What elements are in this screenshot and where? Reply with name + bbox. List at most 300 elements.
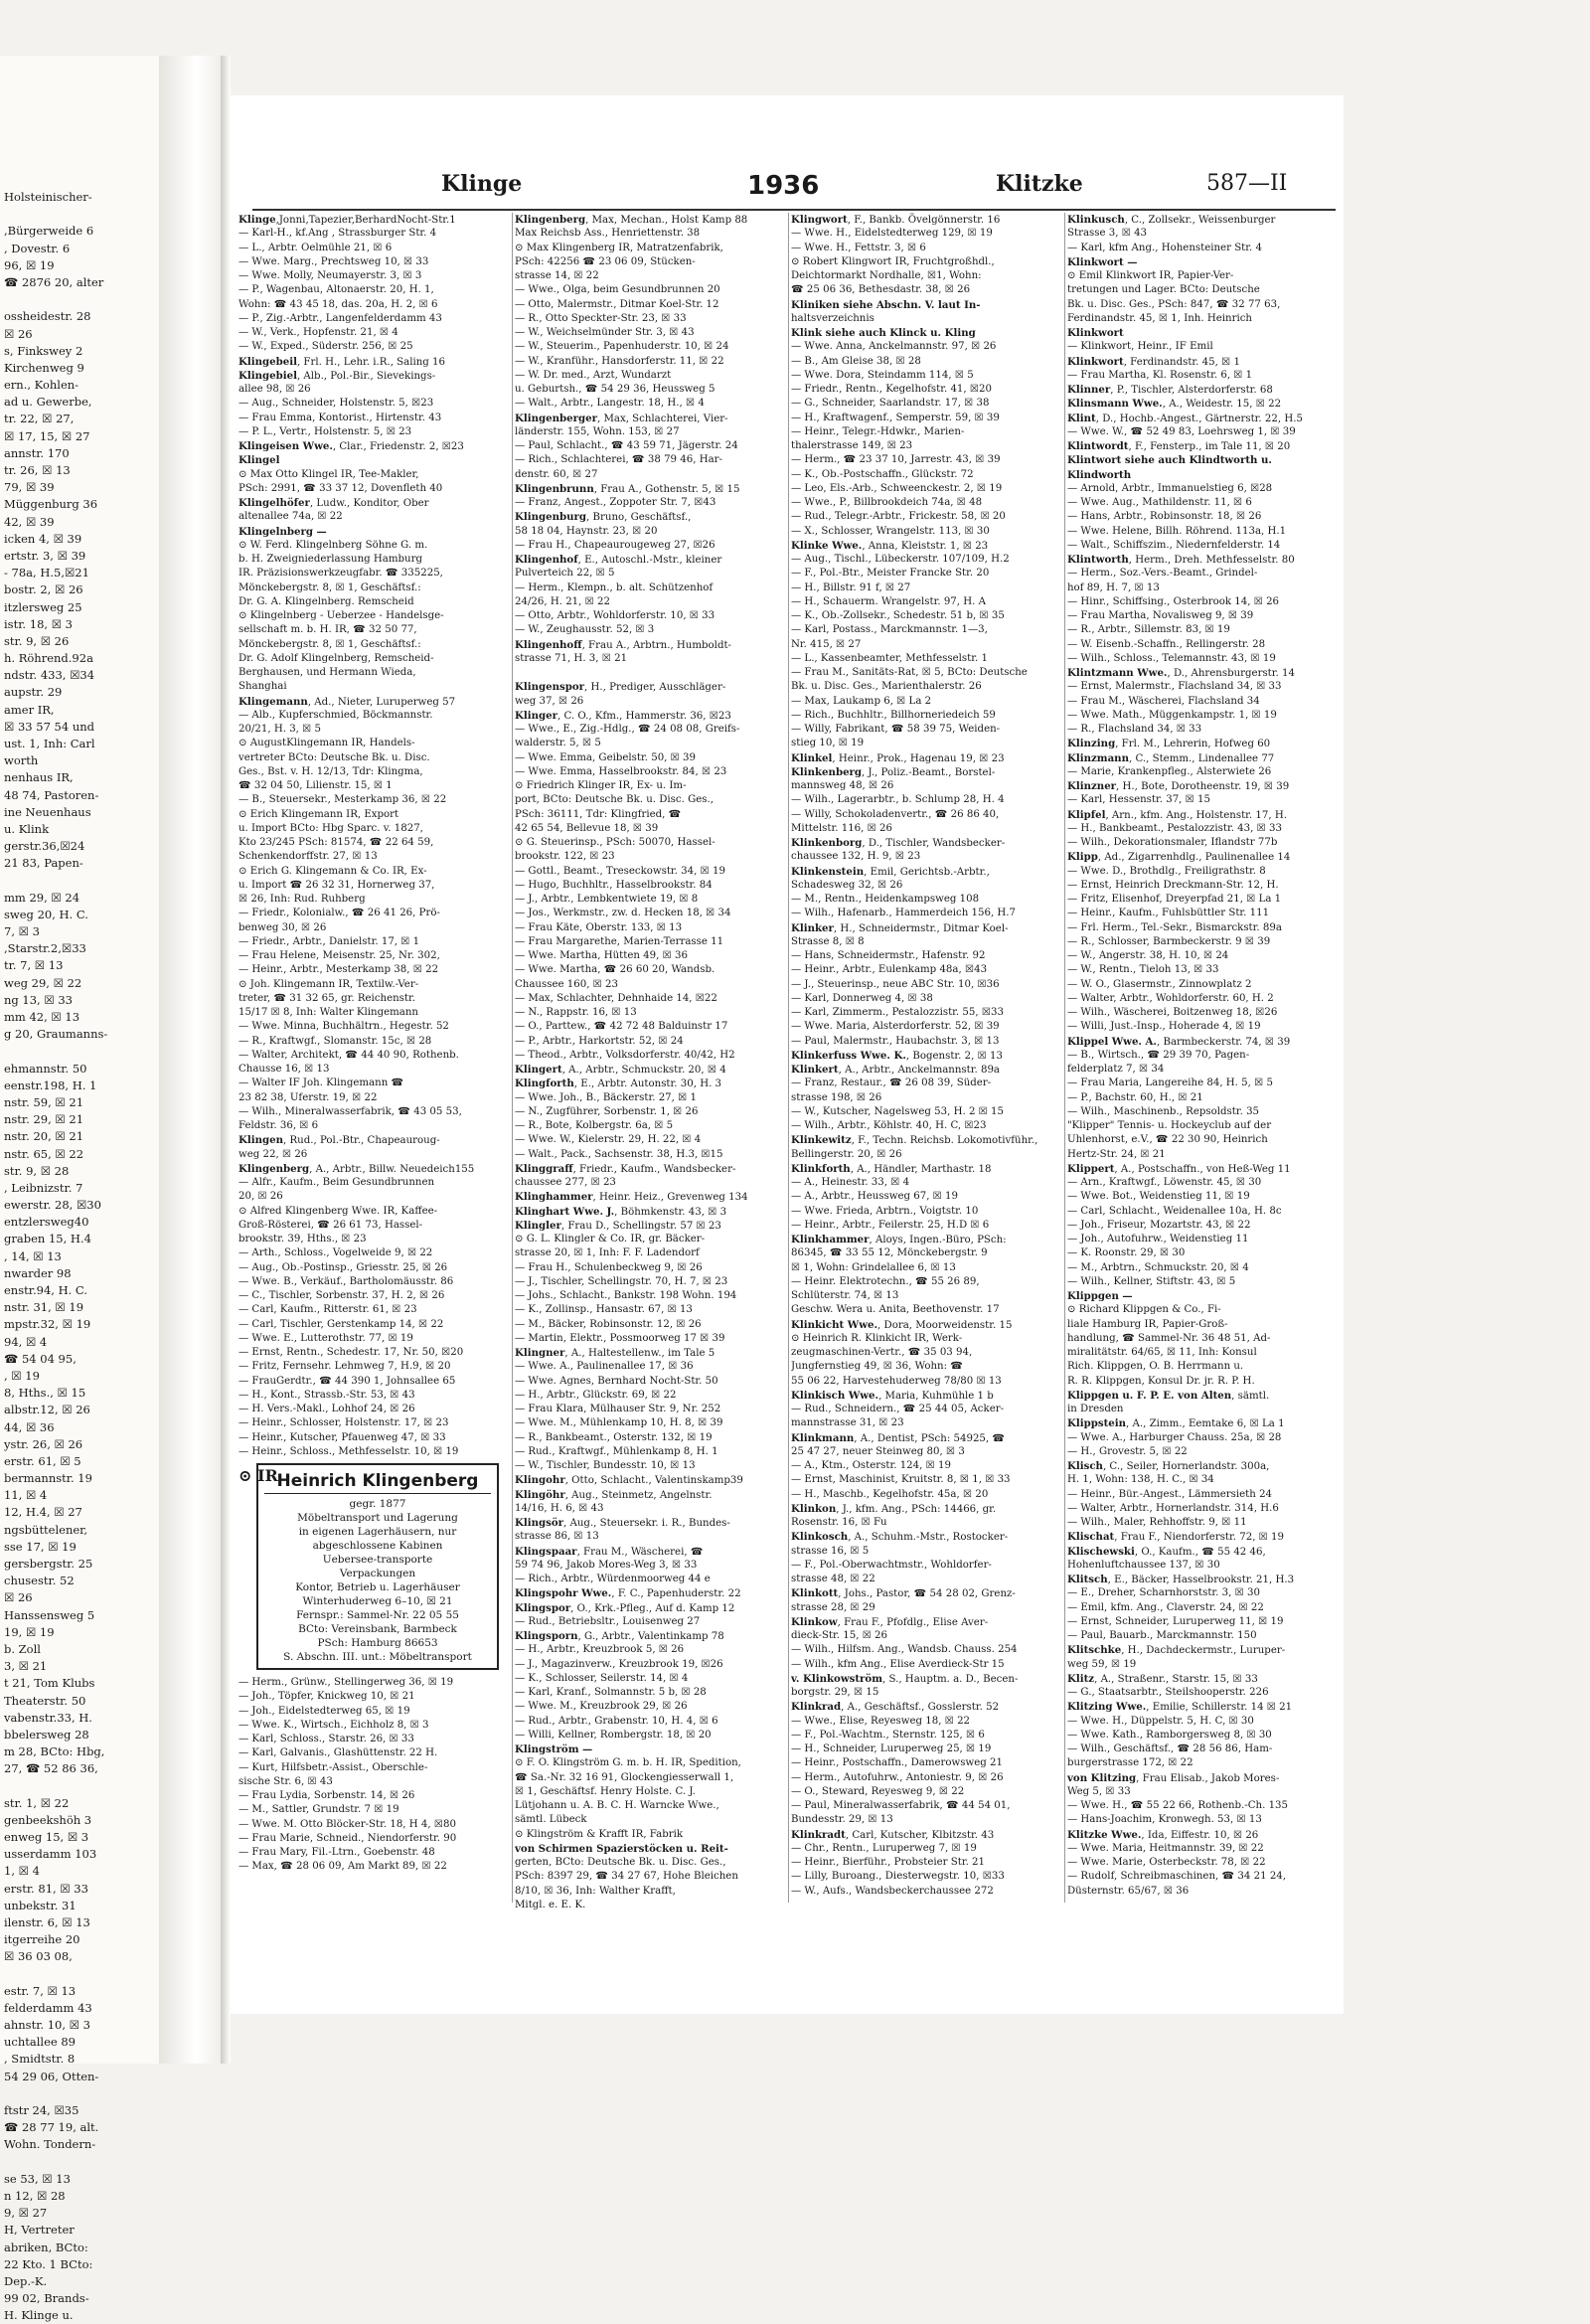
directory-entry-line: Ferdinandstr. 45, ☒ 1, Inh. Heinrich xyxy=(1067,312,1252,324)
directory-entry-line: — R., Otto Speckter-Str. 23, ☒ 33 xyxy=(515,312,687,324)
directory-entry-line: Klingenburg, Bruno, Geschäftsf., xyxy=(515,511,692,524)
directory-entry-line: — Walt., Schiffszim., Niedernfelderstr. 14 xyxy=(1067,539,1281,551)
directory-entry-line: 58 18 04, Haynstr. 23, ☒ 20 xyxy=(515,525,658,537)
directory-entry-line: Klinzing, Frl. M., Lehrerin, Hofweg 60 xyxy=(1067,738,1271,750)
directory-entry-line: Klischat, Frau F., Niendorferstr. 72, ☒ 19 xyxy=(1067,1531,1285,1544)
directory-entry-line: Deichtormarkt Nordhalle, ☒1, Wohn: xyxy=(791,270,982,281)
directory-entry-line: estr. 7, ☒ 13 xyxy=(4,1983,77,1998)
directory-entry-line: — Karl-H., kf.Ang , Strassburger Str. 4 xyxy=(238,228,437,240)
directory-entry-line: — Wilh., Schloss., Telemannstr. 43, ☒ 19 xyxy=(1067,652,1276,664)
directory-entry-line: Rosenstr. 16, ☒ Fu xyxy=(791,1517,887,1528)
directory-entry-line: — W., Aufs., Wandsbeckerchaussee 272 xyxy=(791,1885,994,1897)
directory-entry-line: — Heinr., Postschaffn., Damerowsweg 21 xyxy=(791,1757,1003,1769)
directory-entry-line: Groß-Rösterei, ☎ 26 61 73, Hassel- xyxy=(238,1219,423,1231)
directory-entry-line: thalerstrasse 149, ☒ 23 xyxy=(791,440,913,451)
directory-entry-line: ⊙ Heinrich R. Klinkicht IR, Werk- xyxy=(791,1332,963,1344)
directory-entry-line: Klinkenstein, Emil, Gerichtsb.-Arbtr., xyxy=(791,865,990,878)
directory-entry-line: ☒ 17, 15, ☒ 27 xyxy=(4,428,90,443)
directory-entry-line: — Gottl., Beamt., Treseckowstr. 34, ☒ 19 xyxy=(515,865,725,877)
directory-entry-line: — Ernst, Malermstr., Flachsland 34, ☒ 33 xyxy=(1067,681,1282,693)
directory-entry-line: — Friedr., Kolonialw., ☎ 26 41 26, Prö- xyxy=(238,908,440,919)
directory-entry-line: — Friedr., Rentn., Kegelhofstr. 41, ☒20 xyxy=(791,384,992,395)
directory-entry-line: — Wwe., Olga, beim Gesundbrunnen 20 xyxy=(515,284,720,296)
directory-entry-line: genbeekshöh 3 xyxy=(4,1812,92,1827)
directory-entry-line: — Chr., Rentn., Luruperweg 7, ☒ 19 xyxy=(791,1842,977,1854)
directory-entry-line: — H., Grovestr. 5, ☒ 22 xyxy=(1067,1445,1188,1457)
directory-entry-line: — Wwe. Maria, Heitmannstr. 39, ☒ 22 xyxy=(1067,1842,1264,1854)
directory-entry-line: ng 13, ☒ 33 xyxy=(4,992,73,1007)
directory-entry-line: Feldstr. 36, ☒ 6 xyxy=(238,1120,319,1131)
directory-entry-line: — Max, Schlachter, Dehnhaide 14, ☒22 xyxy=(515,992,717,1004)
directory-entry-line: — Wwe. Molly, Neumayerstr. 3, ☒ 3 xyxy=(238,270,422,281)
directory-entry-line: — Wwe. Marg., Prechtsweg 10, ☒ 33 xyxy=(238,255,429,267)
directory-entry-line: — Rich., Arbtr., Würdenmoorweg 44 e xyxy=(515,1574,711,1584)
directory-entry-line: — Frau H., Chapeaurougeweg 27, ☒26 xyxy=(515,539,716,551)
directory-entry-line: — Wwe. Kath., Ramborgersweg 8, ☒ 30 xyxy=(1067,1729,1272,1741)
directory-entry-line: Kliniken siehe Abschn. V. laut In- xyxy=(791,298,981,311)
directory-entry-line: Ges., Bst. v. H. 12/13, Tdr: Klingma, xyxy=(238,765,423,777)
directory-entry-line: Klitz, A., Straßenr., Starstr. 15, ☒ 33 xyxy=(1067,1672,1258,1685)
directory-entry-line: — Karl, Schloss., Starstr. 26, ☒ 33 xyxy=(238,1734,414,1744)
column-3 xyxy=(791,213,1059,1899)
directory-entry-line: H. Klinge u. xyxy=(4,2308,74,2323)
directory-entry-line: u. Import ☎ 26 32 31, Hornerweg 37, xyxy=(238,879,435,891)
directory-entry-line: Hanssensweg 5 xyxy=(4,1607,95,1622)
directory-entry-line: — N., Zugführer, Sorbenstr. 1, ☒ 26 xyxy=(515,1105,699,1117)
directory-entry-line: — R., Arbtr., Sillemstr. 83, ☒ 19 xyxy=(1067,624,1230,636)
directory-entry-line: — H., Arbtr., Kreuzbrook 5, ☒ 26 xyxy=(515,1644,685,1656)
directory-entry-line: — Theod., Arbtr., Volksdorferstr. 40/42, H2 xyxy=(515,1049,735,1061)
directory-entry-line: 20, ☒ 26 xyxy=(238,1191,283,1203)
directory-entry-line: tr. 7, ☒ 13 xyxy=(4,958,64,973)
directory-entry-line: Weg 5, ☒ 33 xyxy=(1067,1785,1131,1797)
directory-entry-line: — H., Bankbeamt., Pestalozzistr. 43, ☒ 33 xyxy=(1067,822,1282,834)
directory-entry-line: sellschaft m. b. H. IR, ☎ 32 50 77, xyxy=(238,624,417,636)
directory-entry-line: Klinkel, Heinr., Prok., Hagenau 19, ☒ 23 xyxy=(791,751,1005,764)
directory-entry-line: — Paul, Mineralwasserfabrik, ☎ 44 54 01, xyxy=(791,1800,1011,1811)
directory-entry-line: Uhlenhorst, e.V., ☎ 22 30 90, Heinrich xyxy=(1067,1134,1268,1146)
directory-entry-line: Klinggraff, Friedr., Kaufm., Wandsbecker- xyxy=(515,1162,736,1175)
directory-entry-line: , 14, ☒ 13 xyxy=(4,1248,62,1263)
directory-entry-line: tr. 26, ☒ 13 xyxy=(4,463,71,477)
directory-entry-line: Klingenhof, E., Autoschl.-Mstr., kleiner xyxy=(515,554,722,566)
directory-entry-line: Schadesweg 32, ☒ 26 xyxy=(791,879,903,891)
directory-entry-line: — Joh., Friseur, Mozartstr. 43, ☒ 22 xyxy=(1067,1219,1251,1231)
directory-entry-line: — Arth., Schloss., Vogelweide 9, ☒ 22 xyxy=(238,1247,433,1259)
directory-entry-line: — Walter, Arbtr., Hornerlandstr. 314, H.6 xyxy=(1067,1502,1279,1514)
directory-entry-line: — Ernst, Maschinist, Kruitstr. 8, ☒ 1, ☒ 33 xyxy=(791,1474,1011,1486)
directory-entry-line: — Heinr., Schloss., Methfesselstr. 10, ☒ 19 xyxy=(238,1445,459,1457)
directory-entry-line: miralitätstr. 64/65, ☒ 11, Inh: Konsul xyxy=(1067,1347,1257,1358)
directory-entry-line: , ☒ 19 xyxy=(4,1368,40,1383)
directory-entry-line: ,Starstr.2,☒33 xyxy=(4,941,86,956)
directory-entry-line: — Lilly, Buroang., Diesterwegstr. 10, ☒33 xyxy=(791,1871,1005,1883)
directory-entry-line: 99 02, Brands- xyxy=(4,2291,89,2306)
directory-entry-line: chusestr. 52 xyxy=(4,1574,75,1588)
directory-entry-line: Klinkwort xyxy=(1067,327,1124,339)
directory-entry-line: — Wilh., Wäscherei, Boitzenweg 18, ☒26 xyxy=(1067,1007,1278,1018)
directory-entry-line: ☒ 26, Inh: Rud. Ruhberg xyxy=(238,894,366,905)
directory-entry-line: — Frau Maria, Langereihe 84, H. 5, ☒ 5 xyxy=(1067,1078,1273,1089)
directory-entry-line: ndstr. 433, ☒34 xyxy=(4,668,95,683)
directory-entry-line: mm 42, ☒ 13 xyxy=(4,1010,80,1024)
directory-entry-line: — Otto, Malermstr., Ditmar Koel-Str. 12 xyxy=(515,298,719,310)
directory-entry-line: ehmannstr. 50 xyxy=(4,1061,87,1076)
directory-entry-line: annstr. 170 xyxy=(4,445,70,460)
directory-entry-line: vertreter BCto: Deutsche Bk. u. Disc. xyxy=(238,751,430,763)
directory-entry-line: borgstr. 29, ☒ 15 xyxy=(791,1687,879,1698)
directory-entry-line: — Aug., Ob.-Postinsp., Griesstr. 25, ☒ 26 xyxy=(238,1261,448,1273)
directory-entry-line: 1, ☒ 4 xyxy=(4,1864,40,1879)
directory-entry-line: — Frau Margarethe, Marien-Terrasse 11 xyxy=(515,935,724,947)
directory-entry-line: Klippgen — xyxy=(1067,1290,1133,1302)
directory-entry-line: — Wwe. Frieda, Arbtrn., Voigtstr. 10 xyxy=(791,1205,979,1217)
directory-entry-line: — Arnold, Arbtr., Immanuelstieg 6, ☒28 xyxy=(1067,482,1273,494)
directory-entry-line: haltsverzeichnis xyxy=(791,312,874,324)
directory-entry-line: Klingsporn, G., Arbtr., Valentinkamp 78 xyxy=(515,1630,724,1642)
entry-list xyxy=(1067,213,1336,1899)
directory-entry-line: — Frau Käte, Oberstr. 133, ☒ 13 xyxy=(515,921,683,933)
directory-entry-line: — J., Tischler, Schellingstr. 70, H. 7, ☒ 23 xyxy=(515,1275,728,1287)
directory-entry-line: — Wilh., Maschinenb., Repsoldstr. 35 xyxy=(1067,1105,1260,1117)
directory-entry-line: Winterhuderweg 6–10, ☒ 21 xyxy=(302,1595,453,1607)
directory-entry-line: — X., Schlosser, Wrangelstr. 113, ☒ 30 xyxy=(791,525,990,537)
directory-entry-line: — A., Heinestr. 33, ☒ 4 xyxy=(791,1177,910,1188)
directory-entry-line: Klinkrad, A., Geschäftsf., Gosslerstr. 52 xyxy=(791,1701,1000,1714)
directory-entry-line: — Wilh., Arbtr., Köhlstr. 40, H. C, ☒23 xyxy=(791,1120,987,1131)
directory-entry-line: Klinkusch, C., Zollsekr., Weissenburger xyxy=(1067,214,1276,226)
directory-entry-line: ☎ 25 06 36, Bethesdastr. 38, ☒ 26 xyxy=(791,284,971,296)
directory-entry-line: nenhaus IR, xyxy=(4,770,74,785)
directory-entry-line: — Wwe. M., Kreuzbrook 29, ☒ 26 xyxy=(515,1701,688,1713)
directory-entry-line: — Wwe. M., Mühlenkamp 10, H. 8, ☒ 39 xyxy=(515,1417,723,1429)
directory-entry-line: — W., Exped., Süderstr. 256, ☒ 25 xyxy=(238,341,413,353)
directory-entry-line xyxy=(4,1043,155,1060)
directory-entry-line: ⊙ Erich Klingemann IR, Export xyxy=(238,808,399,820)
header-right-keyword: Klitzke xyxy=(996,171,1083,197)
directory-entry-line: — Herm., Autofuhrw., Antoniestr. 9, ☒ 26 xyxy=(791,1771,1004,1783)
directory-entry-line: — Willy, Schokoladenvertr., ☎ 26 86 40, xyxy=(791,808,1000,820)
directory-entry-line: — J., Arbtr., Lembkentwiete 19, ☒ 8 xyxy=(515,894,699,905)
directory-entry-line: Klitzing Wwe., Emilie, Schillerstr. 14 ☒ 21 xyxy=(1067,1701,1293,1714)
directory-entry-line: — H., Maschb., Kegelhofstr. 45a, ☒ 20 xyxy=(791,1488,989,1500)
directory-entry-line: ossheidestr. 28 xyxy=(4,309,91,324)
directory-entry-line: m 28, BCto: Hbg, xyxy=(4,1744,105,1759)
directory-entry-line: — F., Pol.-Wachtm., Sternstr. 125, ☒ 6 xyxy=(791,1729,985,1741)
directory-entry-line: — Ernst, Schneider, Luruperweg 11, ☒ 19 xyxy=(1067,1615,1284,1627)
directory-entry-line: — P. L., Vertr., Holstenstr. 5, ☒ 23 xyxy=(238,425,412,437)
directory-entry-line: Klingsör, Aug., Steuersekr. i. R., Bundes- xyxy=(515,1517,730,1529)
directory-entry-line: — Karl, Zimmerm., Pestalozzistr. 55, ☒33 xyxy=(791,1007,1004,1018)
directory-entry-line: Klippgen u. F. P. E. von Alten, sämtl. xyxy=(1067,1389,1270,1402)
directory-entry-line xyxy=(4,2085,155,2102)
directory-entry-line: — Wwe. Martha, Hütten 49, ☒ 36 xyxy=(515,950,688,961)
directory-entry-line: — W., Weichselmünder Str. 3, ☒ 43 xyxy=(515,327,695,338)
directory-entry-line: vabenstr.33, H. xyxy=(4,1710,92,1725)
directory-entry-line: — Joh., Töpfer, Knickweg 10, ☒ 21 xyxy=(238,1691,415,1703)
directory-entry-line: strasse 28, ☒ 29 xyxy=(791,1601,875,1613)
directory-entry-line: Klintzmann Wwe., D., Ahrensburgerstr. 14 xyxy=(1067,667,1295,679)
directory-columns xyxy=(238,213,1336,1962)
directory-entry-line: — O., Steward, Reyesweg 9, ☒ 22 xyxy=(791,1785,965,1797)
directory-entry-line: Klippstein, A., Zimm., Eemtake 6, ☒ La 1 xyxy=(1067,1417,1285,1430)
directory-entry-line: strasse 20, ☒ 1, Inh: F. F. Ladendorf xyxy=(515,1247,700,1259)
directory-entry-line: — Martin, Elektr., Possmoorweg 17 ☒ 39 xyxy=(515,1332,725,1344)
advert-text xyxy=(264,1497,491,1664)
directory-entry-line: treter, ☎ 31 32 65, gr. Reichenstr. xyxy=(238,992,415,1004)
directory-entry-line: — Rich., Schlachterei, ☎ 38 79 46, Har- xyxy=(515,454,722,466)
directory-entry-line: ,Bürgerweide 6 xyxy=(4,224,94,239)
directory-entry-line: — Wwe., P., Billbrookdeich 74a, ☒ 48 xyxy=(791,497,983,508)
directory-entry-line: Strasse 3, ☒ 43 xyxy=(1067,228,1148,240)
directory-entry-line: Klinkmann, A., Dentist, PSch: 54925, ☎ xyxy=(791,1431,1006,1444)
directory-entry-line: str. 1, ☒ 22 xyxy=(4,1795,70,1810)
directory-entry-line: Klingebeil, Frl. H., Lehr. i.R., Saling 16 xyxy=(238,355,446,368)
directory-entry-line: usserdamm 103 xyxy=(4,1847,97,1862)
directory-entry-line: — Herm., Grünw., Stellingerweg 36, ☒ 19 xyxy=(238,1677,454,1688)
directory-entry-line: — Wwe. D., Brothdlg., Freiligrathstr. 8 xyxy=(1067,865,1266,877)
directory-entry-line: 3, ☒ 21 xyxy=(4,1659,48,1674)
directory-entry-line: gerten, BCto: Deutsche Bk. u. Disc. Ges., xyxy=(515,1857,726,1868)
directory-entry-line: — Wwe. A., Harburger Chauss. 25a, ☒ 28 xyxy=(1067,1431,1282,1443)
directory-entry-line: — Wwe. M. Otto Blöcker-Str. 18, H 4, ☒80 xyxy=(238,1818,456,1830)
directory-entry-line: — Heinr., Kutscher, Pfauenweg 47, ☒ 33 xyxy=(238,1431,446,1443)
directory-entry-line: — K., Schlosser, Seilerstr. 14, ☒ 4 xyxy=(515,1672,689,1684)
directory-entry-line: bbelersweg 28 xyxy=(4,1727,89,1742)
directory-entry-line: weg 29, ☒ 22 xyxy=(4,975,82,990)
directory-entry-line: Dr. G. Adolf Klingelnberg, Remscheid- xyxy=(238,652,434,664)
directory-entry-line: albstr.12, ☒ 26 xyxy=(4,1403,90,1417)
directory-entry-line: — Wwe. Math., Müggenkampstr. 1, ☒ 19 xyxy=(1067,709,1277,721)
directory-entry-line: 24/26, H. 21, ☒ 22 xyxy=(515,595,610,607)
directory-entry-line: Klint, D., Hochb.-Angest., Gärtnerstr. 22, H.5 xyxy=(1067,412,1303,424)
directory-entry-line: nstr. 59, ☒ 21 xyxy=(4,1094,84,1109)
directory-entry-line: nstr. 65, ☒ 22 xyxy=(4,1146,84,1161)
directory-entry-line: benweg 30, ☒ 26 xyxy=(238,921,327,933)
directory-entry-line: — K., Ob.-Zollsekr., Schedestr. 51 b, ☒ 35 xyxy=(791,610,1005,621)
directory-entry-line: str. 9, ☒ 28 xyxy=(4,1163,70,1178)
directory-entry-line: PSch: 2991, ☎ 33 37 12, Dovenfleth 40 xyxy=(238,482,443,494)
directory-entry-line: — Johs., Schlacht., Bankstr. 198 Wohn. 194 xyxy=(515,1290,737,1301)
directory-entry-line: itzlersweg 25 xyxy=(4,599,82,614)
directory-entry-line: — Walter, Architekt, ☎ 44 40 90, Rothenb. xyxy=(238,1049,459,1061)
directory-entry-line xyxy=(4,291,155,308)
directory-entry-line: strasse 71, H. 3, ☒ 21 xyxy=(515,652,628,664)
directory-entry-line: Kontor, Betrieb u. Lagerhäuser xyxy=(295,1581,460,1593)
directory-entry-line: Chausse 16, ☒ 13 xyxy=(238,1064,330,1075)
directory-entry-line: Rich. Klippgen, O. B. Herrmann u. xyxy=(1067,1361,1244,1373)
directory-entry-line: — O., Parttew., ☎ 42 72 48 Balduinstr 17 xyxy=(515,1021,728,1033)
directory-entry-line: PSch: 8397 29, ☎ 34 27 67, Hohe Bleichen xyxy=(515,1871,738,1883)
directory-entry-line: Klisch, C., Seiler, Hornerlandstr. 300a, xyxy=(1067,1460,1270,1472)
directory-entry-line: — Aug., Tischl., Lübeckerstr. 107/109, H.2 xyxy=(791,554,1010,565)
directory-entry-line: weg 22, ☒ 26 xyxy=(238,1148,308,1160)
header-left-keyword: Klinge xyxy=(441,171,523,197)
directory-entry-line: Klinkenberg, J., Poliz.-Beamt., Borstel- xyxy=(791,765,996,778)
directory-entry-line: — Heinr., Arbtr., Mesterkamp 38, ☒ 22 xyxy=(238,964,439,976)
directory-entry-line: chaussee 132, H. 9, ☒ 23 xyxy=(791,851,921,863)
directory-entry-line: Klischewski, O., Kaufm., ☎ 55 42 46, xyxy=(1067,1545,1266,1558)
directory-entry-line: — K., Ob.-Postschaffn., Glückstr. 72 xyxy=(791,468,974,480)
directory-entry-line: bermannstr. 19 xyxy=(4,1471,92,1486)
directory-entry-line: mannsweg 48, ☒ 26 xyxy=(791,780,894,791)
directory-entry-line: Klinkisch Wwe., Maria, Kuhmühle 1 b xyxy=(791,1389,994,1402)
directory-entry-line: — Frau Helene, Meisenstr. 25, Nr. 302, xyxy=(238,950,440,961)
directory-entry-line: Jungfernstieg 49, ☒ 36, Wohn: ☎ xyxy=(791,1361,963,1373)
directory-entry-line: Mönckebergstr. 8, ☒ 1, Geschäftsf.: xyxy=(238,581,421,593)
directory-entry-line: 11, ☒ 4 xyxy=(4,1488,48,1503)
directory-entry-line: enstr.94, H. C. xyxy=(4,1283,87,1297)
directory-entry-line: Fernspr.: Sammel-Nr. 22 05 55 xyxy=(296,1609,459,1621)
directory-entry-line: — N., Rappstr. 16, ☒ 13 xyxy=(515,1007,637,1018)
directory-entry-line: — Wwe. Helene, Billh. Röhrend. 113a, H.1 xyxy=(1067,525,1287,537)
directory-entry-line: Klinkwort — xyxy=(1067,255,1138,268)
directory-entry-line: Max Reichsb Ass., Henriettenstr. 38 xyxy=(515,228,701,240)
directory-entry-line: — Frl. Herm., Tel.-Sekr., Bismarckstr. 89a xyxy=(1067,921,1282,933)
directory-entry-line: — Wwe., Elise, Reyesweg 18, ☒ 22 xyxy=(791,1715,971,1727)
directory-entry-line: "Klipper" Tennis- u. Hockeyclub auf der xyxy=(1067,1120,1272,1131)
directory-entry-line: — Paul, Malermstr., Haubachstr. 3, ☒ 13 xyxy=(791,1035,1000,1047)
directory-entry-line: — Wwe. Emma, Hasselbrookstr. 84, ☒ 23 xyxy=(515,765,727,777)
directory-entry-line: icken 4, ☒ 39 xyxy=(4,531,82,546)
directory-entry-line: nstr. 20, ☒ 21 xyxy=(4,1129,84,1144)
directory-entry-line: zeugmaschinen-Vertr., ☎ 35 03 94, xyxy=(791,1347,973,1358)
directory-entry-line: — Max, Laukamp 6, ☒ La 2 xyxy=(791,695,932,707)
directory-entry-line: 79, ☒ 39 xyxy=(4,480,55,495)
directory-entry-line: Klinzner, H., Bote, Dorotheenstr. 19, ☒ 39 xyxy=(1067,780,1290,792)
directory-entry-line: ⊙ G. L. Klingler & Co. IR, gr. Bäcker- xyxy=(515,1234,706,1245)
directory-entry-line: — Frau Mary, Fil.-Ltrn., Goebenstr. 48 xyxy=(238,1847,435,1858)
directory-entry-line: ☒ 1, Geschäftsf. Henry Holste. C. J. xyxy=(515,1785,696,1797)
directory-entry-line: ⊙ Emil Klinkwort IR, Papier-Ver- xyxy=(1067,270,1234,281)
directory-entry-line: Klingel xyxy=(238,454,280,467)
directory-entry-line: — Heinr., Bierführ., Probsteier Str. 21 xyxy=(791,1857,986,1868)
directory-entry-line: Klinkow, Frau F., Pfofdlg., Elise Aver- xyxy=(791,1615,989,1628)
directory-entry-line: ust. 1, Inh: Carl xyxy=(4,737,95,750)
directory-entry-line: Dr. G. A. Klingelnberg. Remscheid xyxy=(238,595,414,607)
directory-entry-line: — Heinr., Kaufm., Fuhlsbüttler Str. 111 xyxy=(1067,908,1270,919)
directory-entry-line: altenallee 74a, ☒ 22 xyxy=(238,511,343,523)
directory-entry-line: von Schirmen Spazierstöcken u. Reit- xyxy=(515,1842,728,1855)
directory-entry-line: — Heinr., Arbtr., Feilerstr. 25, H.D ☒ 6 xyxy=(791,1219,990,1231)
header-rule xyxy=(252,209,1336,211)
directory-entry-line: — Rud., Arbtr., Grabenstr. 10, H. 4, ☒ 6 xyxy=(515,1715,718,1727)
directory-entry-line: Hertz-Str. 24, ☒ 21 xyxy=(1067,1148,1166,1160)
directory-entry-line: ☎ 32 04 50, Lilienstr. 15, ☒ 1 xyxy=(238,780,393,791)
directory-entry-line: — W., Zeughausstr. 52, ☒ 3 xyxy=(515,624,655,636)
directory-entry-line: — H., Kont., Strassb.-Str. 53, ☒ 43 xyxy=(238,1389,415,1401)
directory-entry-line: S. Abschn. III. unt.: Möbeltransport xyxy=(283,1651,472,1663)
directory-entry-line: ⊙ Robert Klingwort IR, Fruchtgroßhdl., xyxy=(791,255,995,267)
directory-entry-line: — Walt., Arbtr., Langestr. 18, H., ☒ 4 xyxy=(515,398,705,410)
directory-entry-line: — Wilh., Dekorationsmaler, Iflandstr 77b xyxy=(1067,837,1278,848)
directory-entry-line: — Wwe. H., Eidelstedterweg 129, ☒ 19 xyxy=(791,228,993,240)
directory-entry-line: — Wwe. H., ☎ 55 22 66, Rothenb.-Ch. 135 xyxy=(1067,1800,1289,1811)
column-4 xyxy=(1067,213,1336,1899)
directory-entry-line: — Rudolf, Schreibmaschinen, ☎ 34 21 24, xyxy=(1067,1871,1287,1883)
directory-entry-line: Klingemann, Ad., Nieter, Luruperweg 57 xyxy=(238,695,456,708)
directory-entry-line: Klingenberg, A., Arbtr., Billw. Neuedeich155 xyxy=(238,1162,475,1175)
directory-entry-line: ern., Kohlen- xyxy=(4,378,80,393)
directory-entry-line: ☎ 2876 20, alter xyxy=(4,274,104,289)
directory-entry-line: ine Neuenhaus xyxy=(4,804,91,819)
directory-entry-line: felderplatz 7, ☒ 34 xyxy=(1067,1064,1165,1075)
directory-entry-line: Klingwort, F., Bankb. Övelgönnerstr. 16 xyxy=(791,214,1001,226)
directory-entry-line: weg 37, ☒ 26 xyxy=(515,695,584,707)
directory-entry-line: — B., Steuersekr., Mesterkamp 36, ☒ 22 xyxy=(238,794,447,806)
directory-entry-line: walderstr. 5, ☒ 5 xyxy=(515,738,601,749)
directory-entry-line: — Hans, Schneidermstr., Hafenstr. 92 xyxy=(791,950,986,961)
directory-entry-line: Klingöhr, Aug., Steinmetz, Angelnstr. xyxy=(515,1488,713,1501)
directory-entry-line: — Walt., Pack., Sachsenstr. 38, H.3, ☒15 xyxy=(515,1148,723,1160)
directory-entry-line: — G., Staatsarbtr., Steilshooperstr. 226 xyxy=(1067,1687,1269,1698)
directory-entry-line: Klinkenborg, D., Tischler, Wandsbecker- xyxy=(791,837,1006,849)
directory-entry-line: Klingenberger, Max, Schlachterei, Vier- xyxy=(515,412,728,424)
directory-entry-line: Klingström — xyxy=(515,1743,593,1755)
directory-entry-line: abriken, BCto: xyxy=(4,2240,88,2254)
directory-entry-line: — K. Roonstr. 29, ☒ 30 xyxy=(1067,1247,1186,1259)
directory-entry-line: handlung, ☎ Sammel-Nr. 36 48 51, Ad- xyxy=(1067,1332,1271,1344)
directory-entry-line: — Heinr., Telegr.-Hdwkr., Marien- xyxy=(791,425,965,437)
directory-entry-line: — Wwe. H., Düppelstr. 5, H. C, ☒ 30 xyxy=(1067,1715,1254,1727)
directory-entry-line: Klinger, C. O., Kfm., Hammerstr. 36, ☒23 xyxy=(515,709,731,722)
directory-entry-line: Klinkhammer, Aloys, Ingen.-Büro, PSch: xyxy=(791,1234,1007,1245)
directory-entry-line: Klingforth, E., Arbtr. Autonstr. 30, H. 3 xyxy=(515,1078,722,1090)
directory-entry-line: — Wwe. Agnes, Bernhard Nocht-Str. 50 xyxy=(515,1375,718,1387)
directory-entry-line: ⊙ F. O. Klingström G. m. b. H. IR, Spedition, xyxy=(515,1757,741,1769)
directory-entry-line: — Frau Klara, Mülhauser Str. 9, Nr. 252 xyxy=(515,1404,721,1414)
directory-entry-line: — Wilh., Lagerarbtr., b. Schlump 28, H. 4 xyxy=(791,794,1005,806)
directory-entry-line: Klippel Wwe. A., Barmbeckerstr. 74, ☒ 39 xyxy=(1067,1035,1291,1048)
directory-entry-line: — Aug., Schneider, Holstenstr. 5, ☒23 xyxy=(238,398,434,410)
directory-entry-line: Klinkewitz, F., Techn. Reichsb. Lokomotivführ., xyxy=(791,1134,1038,1147)
directory-entry-line: — Willi, Kellner, Rombergstr. 18, ☒ 20 xyxy=(515,1729,712,1741)
directory-entry-line: — Wilh., Geschäftsf., ☎ 28 56 86, Ham- xyxy=(1067,1743,1273,1754)
directory-entry-line: strasse 14, ☒ 22 xyxy=(515,270,599,281)
directory-entry-line: Klingenbrunn, Frau A., Gothenstr. 5, ☒ 15 xyxy=(515,482,740,495)
directory-entry-line: — Wwe. Dora, Steindamm 114, ☒ 5 xyxy=(791,369,974,381)
directory-entry-line: 42, ☒ 39 xyxy=(4,514,55,529)
directory-entry-line: 96, ☒ 19 xyxy=(4,257,55,272)
directory-entry-line: hof 89, H. 7, ☒ 13 xyxy=(1067,581,1160,593)
directory-entry-line: 22 Kto. 1 BCto: xyxy=(4,2256,93,2271)
directory-entry-line: — Alb., Kupferschmied, Böckmannstr. xyxy=(238,709,433,721)
directory-entry-line: — Carl, Kaufm., Ritterstr. 61, ☒ 23 xyxy=(238,1304,417,1316)
directory-entry-line: — H., Kraftwagenf., Semperstr. 59, ☒ 39 xyxy=(791,412,1000,423)
directory-entry-line: ☎ 28 77 19, alt. xyxy=(4,2120,99,2135)
directory-entry-line: — Karl, Galvanis., Glashüttenstr. 22 H. xyxy=(238,1747,438,1759)
directory-entry-line: Klinkosch, A., Schuhm.-Mstr., Rostocker- xyxy=(791,1531,1009,1544)
directory-entry-line: 55 06 22, Harvestehuderweg 78/80 ☒ 13 xyxy=(791,1375,1002,1387)
directory-entry-line: — Wilh., Hafenarb., Hammerdeich 156, H.7 xyxy=(791,908,1017,919)
directory-entry-line: — Carl, Schlacht., Weidenallee 10a, H. 8c xyxy=(1067,1205,1282,1217)
directory-entry-line: - 78a, H.5,☒21 xyxy=(4,566,89,581)
directory-entry-line: Klinke Wwe., Anna, Kleiststr. 1, ☒ 23 xyxy=(791,539,989,552)
directory-entry-line: — Rud., Betriebsltr., Louisenweg 27 xyxy=(515,1615,701,1627)
directory-entry-line: — W. O., Glasermstr., Zinnowplatz 2 xyxy=(1067,978,1252,990)
directory-entry-line: Möbeltransport und Lagerung xyxy=(297,1512,458,1524)
directory-entry-line: — A., Ktm., Osterstr. 124, ☒ 19 xyxy=(791,1460,951,1471)
directory-entry-line: ☒ 26 xyxy=(4,1590,33,1605)
directory-entry-line: — Willy, Fabrikant, ☎ 58 39 75, Weiden- xyxy=(791,724,1001,735)
directory-entry-line: — Wwe. Minna, Buchhältrn., Hegestr. 52 xyxy=(238,1021,449,1033)
directory-entry-line: Schlüterstr. 74, ☒ 13 xyxy=(791,1290,899,1301)
directory-entry-line: Klinkott, Johs., Pastor, ☎ 54 28 02, Grenz- xyxy=(791,1587,1016,1600)
directory-entry-line: Mittelstr. 116, ☒ 26 xyxy=(791,822,892,834)
directory-entry-line: 25 47 27, neuer Steinweg 80, ☒ 3 xyxy=(791,1445,965,1457)
directory-entry-line: Klingohr, Otto, Schlacht., Valentinskamp39 xyxy=(515,1474,743,1487)
directory-entry-line: 7, ☒ 3 xyxy=(4,924,40,939)
